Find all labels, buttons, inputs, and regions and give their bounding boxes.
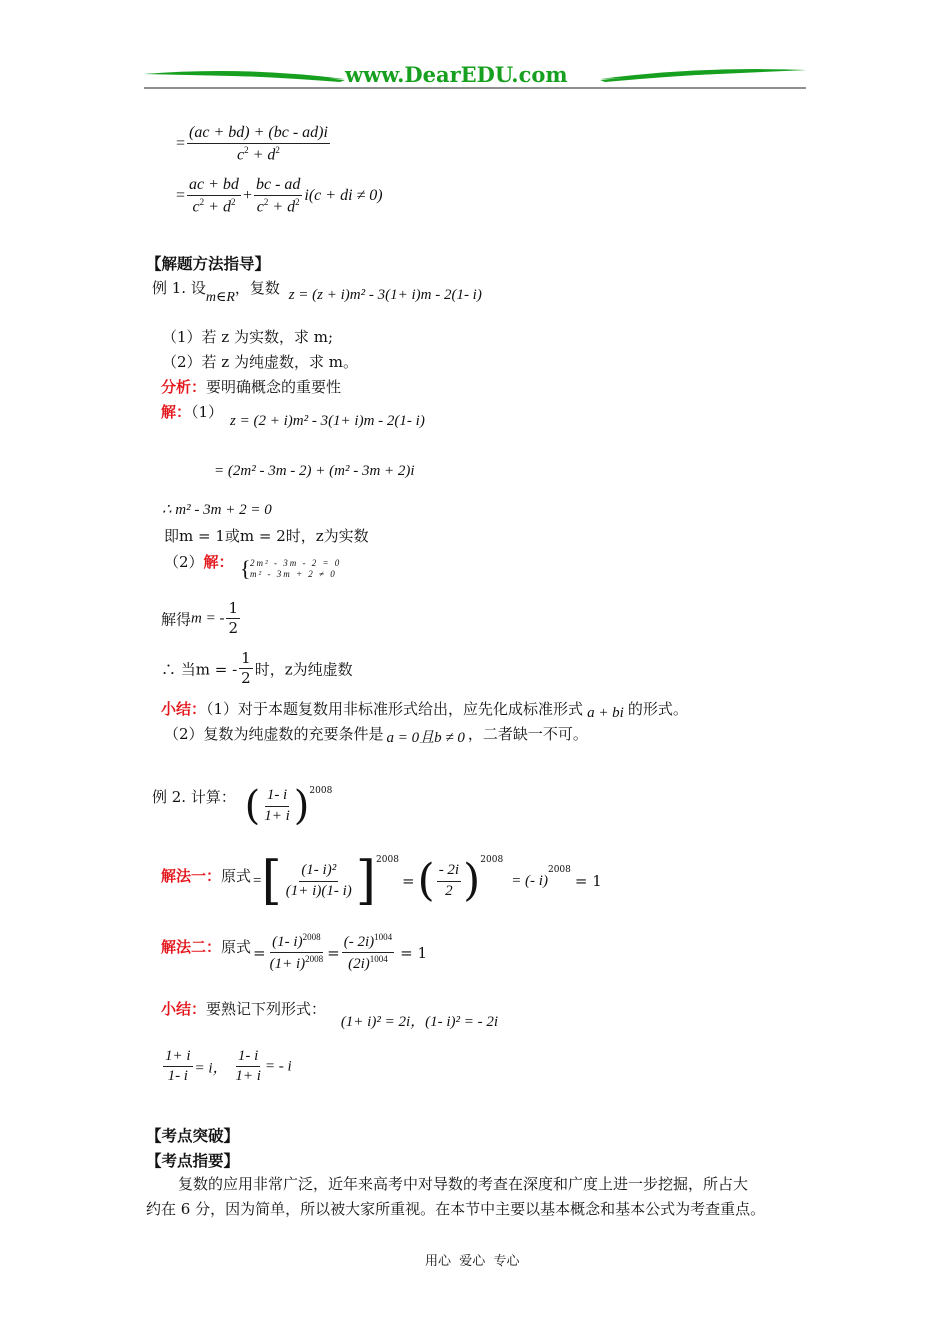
solution-formula-1: z = (2 + i)m² - 3(1+ i)m - 2(1- i) [230,413,425,429]
division-formula-line2: = $\frac{ac + bd}{c^2 + d^2}$ + $\frac{bc - ad}{c^2 + d^2}$ i(c + di ≠ 0) [176,176,383,216]
solution-part1: 解：（1） [161,403,224,421]
key-points-paragraph-line2: 约在 6 分，因为简单，所以被大家所重视。在本节中主要以基本概念和基本公式为考查重点。 [146,1200,766,1218]
analysis-line: 分析：要明确概念的重要性 [161,378,342,396]
section-subheading-key-guide: 【考点指要】 [146,1151,240,1170]
question-1: （1）若 z 为实数，求 m; [162,328,334,346]
equation-system: { 2m² - 3m - 2 = 0 m² - 3m + 2 ≠ 0 [240,556,342,581]
header-banner [140,60,810,92]
solution-conclusion: ∴ 当m = - $\frac{1}{2}$ 时，z为纯虚数 [161,649,353,688]
example1-statement: 例 1. 设m∈R，复数 z = (z + i)m² - 3(1+ i)m - 2(1- i) [152,279,482,305]
solution-result: 解得m = - $\frac{1}{2}$ [161,599,239,638]
summary-line-2: （2）复数为纯虚数的充要条件是 a = 0且b ≠ 0 ，二者缺一不可。 [164,725,588,746]
solution-formula-4: 即m = 1或m = 2时，z为实数 [164,527,369,545]
question-2: （2）若 z 为纯虚数，求 m。 [162,353,358,371]
section-heading-method: 【解题方法指导】 [146,254,271,273]
division-formula-line1: = $\frac{(ac + bd) + (bc - ad)i}{c^2 + d^2}$ [176,124,328,164]
method1-line: 解法一： 原式 = [ $\frac{\text{(1- i)²}}{(1+ i)(1- i)}$ ] $^{2008}$ = ( $\frac{- 2i}{2}$ ) $^{2008}$ = (- i) $^{2008}$ = 1 [161,851,602,911]
method2-line: 解法二： 原式 = $\frac{(1- i)^{2008}}{(1+ i)^{2008}}$ = $\frac{(- 2i)^{1004}}{(2i)^{1004}}$ = 1 [161,932,428,973]
example2-statement: 例 2. 计算： ( $\frac{1- i}{1+ i}$ ) $^{2008}$ [152,783,333,829]
summary-line-1: 小结：（1）对于本题复数用非标准形式给出，应先化成标准形式 a + bi 的形式。 [161,700,688,721]
example2-fraction-formulas: $\frac{1+ i}{1- i}$ = i， $\frac{1- i}{1+ i}$ = - i [165,1048,292,1085]
solution-part2: （2）解： [164,553,234,571]
key-points-paragraph-line1: 复数的应用非常广泛，近年来高考中对导数的考查在深度和广度上进一步挖掘，所占大 [178,1175,749,1193]
solution-formula-3: ∴ m² - 3m + 2 = 0 [162,502,272,518]
page-footer: 用心 爱心 专心 [425,1254,520,1269]
banner-site-name: www.DearEDU.com [345,62,568,87]
section-heading-key-points: 【考点突破】 [146,1126,240,1145]
example2-summary: 小结：要熟记下列形式： (1+ i)² = 2i，(1- i)² = - 2i [161,1000,499,1030]
solution-formula-2: = (2m² - 3m - 2) + (m² - 3m + 2)i [214,463,415,479]
